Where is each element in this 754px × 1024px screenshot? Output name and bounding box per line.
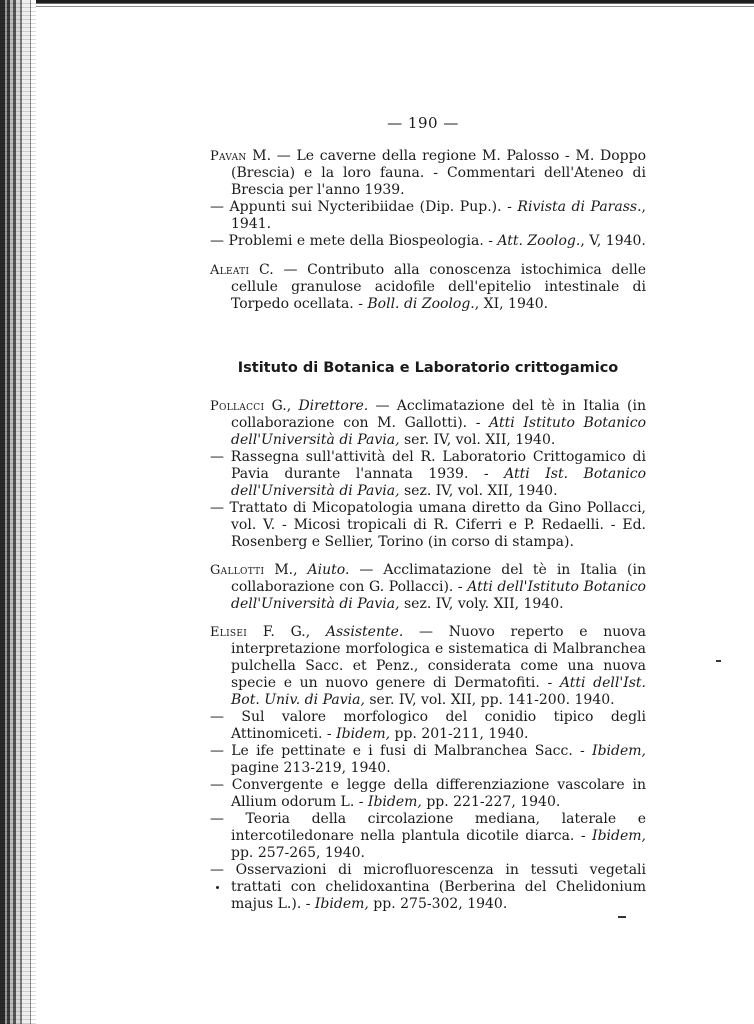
journal-title: Boll. di Zoolog. — [367, 296, 475, 312]
aleati-entries — [210, 262, 646, 313]
elisei-entries — [210, 624, 646, 913]
author-name: Aleati — [210, 263, 250, 278]
author-role: Assistente. — [325, 624, 404, 640]
author-name: Pavan — [210, 149, 247, 164]
author-name: Elisei — [210, 625, 248, 640]
bibliography-entry: Pollacci G., Direttore. — Acclimatazione del tè in Italia (in collaborazione con M. Gallotti). - Atti Istituto Botanico dell'Università di Pavia, ser. IV, vol. XII, 1940. — [210, 398, 646, 448]
bibliography-entry: — Appunti sui Nycteribiidae (Dip. Pup.). - Rivista di Parass., 1941. — [210, 199, 646, 232]
page-number: — 190 — — [387, 114, 459, 132]
journal-title: Att. Zoolog. — [497, 233, 581, 249]
scan-speck — [216, 886, 219, 889]
gallotti-entries — [210, 562, 646, 613]
bibliography-entry: — Sul valore morfologico del conidio tipico degli Attinomiceti. - Ibidem, pp. 201-211, 1940. — [210, 709, 646, 742]
bibliography-entry: — Teoria della circolazione mediana, laterale e intercotiledonare nella plantula dicotile diarca. - Ibidem, pp. 257-265, 1940. — [210, 811, 646, 861]
bibliography-entry: — Problemi e mete della Biospeologia. - Att. Zoolog., V, 1940. — [210, 233, 646, 249]
pollacci-entries — [210, 398, 646, 551]
journal-title: Ibidem, — [367, 794, 422, 810]
journal-title: Ibidem, — [592, 828, 646, 844]
bibliography-entry: — Trattato di Micopatologia umana diretto da Gino Pollacci, vol. V. - Micosi tropicali di R. Ciferri e P. Redaelli. - Ed. Rosenberg e Sellier, Torino (in corso di stampa). — [210, 500, 646, 550]
journal-title: Atti Istituto Botanico dell'Università di Pavia, — [231, 415, 646, 448]
journal-title: Ibidem, — [336, 726, 391, 742]
journal-title: Rivista di Parass. — [517, 199, 642, 215]
bibliography-entry: — Osservazioni di microfluorescenza in tessuti vegetali trattati con chelidoxantina (Berberina del Chelidonium majus L.). - Ibidem, pp. 275-302, 1940. — [210, 862, 646, 912]
bibliography-entry: — Convergente e legge della differenziazione vascolare in Allium odorum L. - Ibidem, pp. 221-227, 1940. — [210, 777, 646, 810]
bibliography-entry: Gallotti M., Aiuto. — Acclimatazione del tè in Italia (in collaborazione con G. Pollacci). - Atti dell'Istituto Botanico dell'Università di Pavia, sez. IV, voly. XII, 1940. — [210, 562, 647, 612]
author-name: Pollacci — [210, 399, 265, 414]
journal-title: Atti Ist. Botanico dell'Università di Pavia, — [231, 466, 646, 499]
scan-speck — [618, 916, 626, 918]
author-role: Direttore. — [298, 398, 369, 414]
author-name: Gallotti — [210, 563, 265, 578]
bibliography-entry: — Rassegna sull'attività del R. Laboratorio Crittogamico di Pavia durante l'annata 1939. - Atti Ist. Botanico dell'Università di Pavia, sez. IV, vol. XII, 1940. — [210, 449, 646, 499]
pavan-entries — [210, 148, 646, 250]
scan-binding-edge — [0, 0, 36, 1024]
bibliography-entry: Aleati C. — Contributo alla conoscenza istochimica delle cellule granulose acidofile dell'epitelio intestinale di Torpedo ocellata. - Boll. di Zoolog., XI, 1940. — [210, 262, 646, 312]
scan-speck — [716, 660, 721, 662]
bibliography-entry: Pavan M. — Le caverne della regione M. Palosso - M. Doppo (Brescia) e la loro fauna. - Commentari dell'Ateneo di Brescia per l'anno 1939. — [210, 148, 646, 198]
journal-title: Ibidem, — [592, 743, 646, 759]
bibliography-entry: — Le ife pettinate e i fusi di Malbranchea Sacc. - Ibidem, pagine 213-219, 1940. — [210, 743, 646, 776]
journal-title: Atti dell'Ist. Bot. Univ. di Pavia, — [231, 675, 646, 708]
scan-top-edge — [0, 0, 754, 10]
author-role: Aiuto. — [307, 562, 350, 578]
journal-title: Atti dell'Istituto Botanico dell'Università di Pavia, — [231, 579, 646, 612]
journal-title: Ibidem, — [314, 896, 369, 912]
bibliography-entry: Elisei F. G., Assistente. — Nuovo reperto e nuova interpretazione morfologica e sistematica di Malbranchea pulchella Sacc. et Penz., considerata come una nuova specie e un nuovo genere di Dermatofiti. - Atti dell'Ist. Bot. Univ. di Pavia, ser. IV, vol. XII, pp. 141-200. 1940. — [210, 624, 646, 708]
section-heading: Istituto di Botanica e Laboratorio crittogamico — [237, 360, 619, 376]
